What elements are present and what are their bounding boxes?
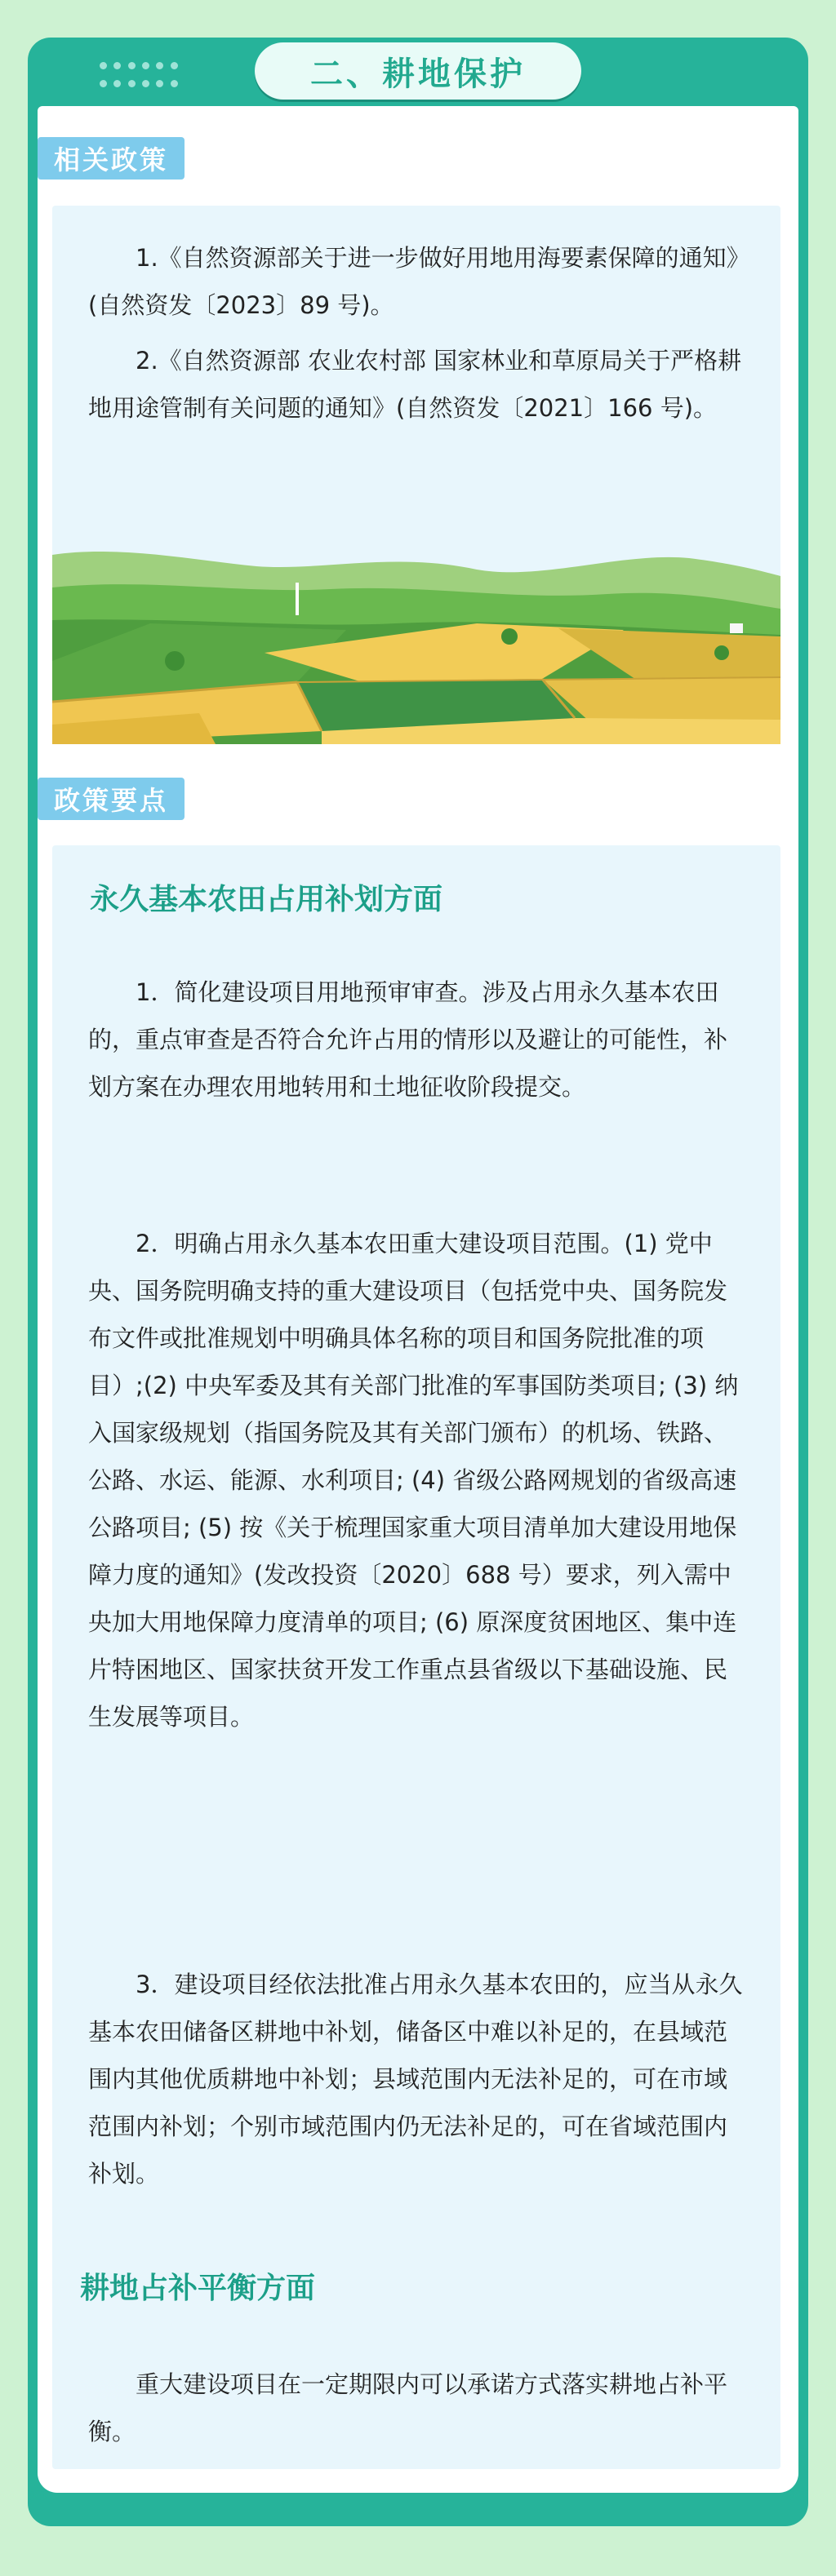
key-point-item: 重大建设项目在一定期限内可以承诺方式落实耕地占补平衡。: [88, 2370, 728, 2445]
key-point-item: 1．简化建设项目用地预审审查。涉及占用永久基本农田的，重点审查是否符合允许占用的情形以及避让的可能性，补划方案在办理农用地转用和土地征收阶段提交。: [88, 978, 728, 1101]
key-points-tag: [38, 778, 185, 820]
subsection-heading: 永久基本农田占用补划方面: [90, 882, 443, 916]
subsection-heading: 耕地占补平衡方面: [80, 2271, 316, 2305]
policy-item: 2.《自然资源部 农业农村部 国家林业和草原局关于严格耕地用途管制有关问题的通知》(自然资发〔2021〕166 号)。: [88, 347, 742, 422]
policies-tag: [38, 137, 185, 180]
key-points-tag-label: 政策要点: [54, 785, 169, 816]
section-title: 二、耕地保护: [310, 55, 526, 93]
key-point-item: 3．建设项目经依法批准占用永久基本农田的，应当从永久基本农田储备区耕地中补划，储备区中难以补足的，在县域范围内其他优质耕地中补划；县域范围内无法补足的，可在市域范围内补划；个别市域范围内仍无法补足的，可在省域范围内补划。: [88, 1971, 743, 2188]
decorative-dots: [100, 62, 185, 91]
policies-tag-label: 相关政策: [54, 144, 169, 175]
key-point-item: 2．明确占用永久基本农田重大建设项目范围。(1) 党中央、国务院明确支持的重大建设项目（包括党中央、国务院发布文件或批准规划中明确具体名称的项目和国务院批准的项目）;(2) 中央军委及其有关部门批准的军事国防类项目; (3) 纳入国家级规划（指国务院及其有关部门颁布）的机场、铁路、公路、水运、能源、水利项目; (4) 省级公路网规划的省级高速公路项目; (5) 按《关于梳理国家重大项目清单加大建设用地保障力度的通知》(发改投资〔2020〕688 号）要求，列入需中央加大用地保障力度清单的项目; (6) 原深度贫困地区、集中连片特困地区、国家扶贫开发工作重点县省级以下基础设施、民生发展等项目。: [88, 1230, 739, 1731]
farmland-illustration: [52, 539, 780, 744]
policy-item: 1.《自然资源部关于进一步做好用地用海要素保障的通知》(自然资发〔2023〕89 号)。: [88, 244, 739, 319]
section-title-banner: [255, 42, 581, 100]
